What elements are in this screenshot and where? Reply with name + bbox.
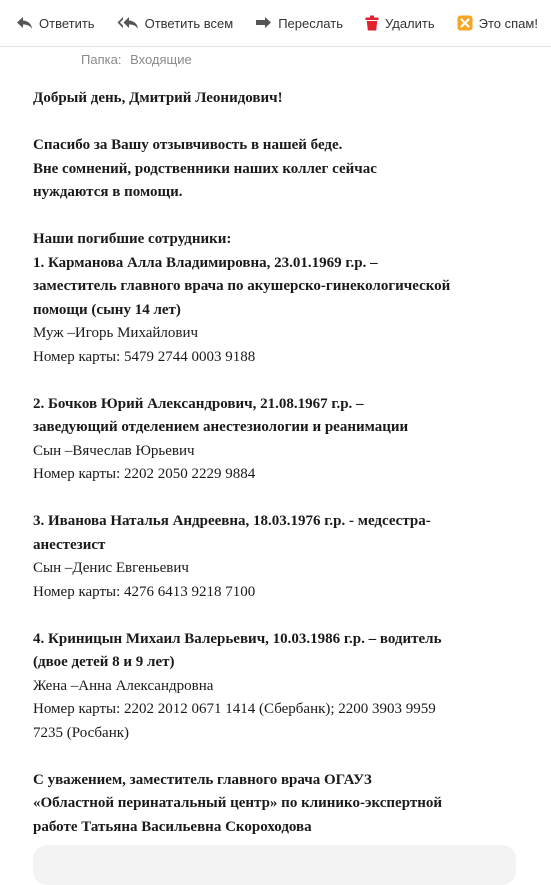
victim-1-line-2: заместитель главного врача по акушерско-гинекологической: [33, 278, 451, 294]
victim-1-relative: Муж –Игорь Михайлович: [33, 325, 199, 341]
victim-4-block: [33, 628, 533, 746]
greeting: [33, 87, 533, 111]
reply-button[interactable]: [16, 16, 95, 31]
forward-icon: [255, 16, 272, 30]
thanks-paragraph: [33, 134, 533, 205]
folder-breadcrumb: [81, 52, 192, 67]
victim-4-line-2: (двое детей 8 и 9 лет): [33, 654, 175, 670]
reply-all-icon: [117, 16, 139, 30]
spam-icon: [457, 15, 473, 31]
thanks-line-1: Спасибо за Вашу отзывчивость в нашей беде.: [33, 137, 343, 153]
quick-reply-box[interactable]: [33, 845, 516, 885]
reply-label: Ответить: [39, 15, 95, 31]
victim-4-relative: Жена –Анна Александровна: [33, 677, 214, 694]
victim-3-relative: Сын –Денис Евгеньевич: [33, 560, 189, 576]
victim-2-block: [33, 393, 533, 487]
thanks-line-2: Вне сомнений, родственники наших коллег сейчас: [33, 160, 377, 177]
victim-3-card: Номер карты: 4276 6413 9218 7100: [33, 583, 256, 600]
message-toolbar: [0, 0, 551, 47]
signature: [33, 769, 533, 840]
spam-label: Это спам!: [478, 15, 538, 31]
reply-all-button[interactable]: [117, 16, 234, 31]
forward-label: Переслать: [278, 15, 343, 31]
reply-all-label: Ответить всем: [144, 15, 234, 31]
signature-line-1: С уважением, заместитель главного врача ОГАУЗ: [33, 771, 372, 788]
victim-3-block: [33, 510, 533, 604]
victim-2-relative: Сын –Вячеслав Юрьевич: [33, 442, 195, 459]
signature-line-3: работе Татьяна Васильевна Скороходова: [33, 818, 312, 835]
victim-1-line-1: 1. Карманова Алла Владимировна, 23.01.1969 г.р. –: [33, 254, 378, 271]
victim-4-card-line-1: Номер карты: 2202 2012 0671 1414 (Сбербанк); 2200 3903 9959: [33, 701, 436, 717]
victim-2-card: Номер карты: 2202 2050 2229 9884: [33, 466, 256, 482]
victim-2-line-1: 2. Бочков Юрий Александрович, 21.08.1967 г.р. –: [33, 395, 364, 412]
victim-1-line-3: помощи (сыну 14 лет): [33, 301, 181, 318]
forward-button[interactable]: [255, 16, 343, 31]
folder-value[interactable]: Входящие: [130, 52, 192, 67]
victim-3-line-1: 3. Иванова Наталья Андреевна, 18.03.1976 г.р. - медсестра-: [33, 513, 431, 529]
delete-button[interactable]: [365, 15, 435, 31]
greeting-text: Добрый день, Дмитрий Леонидович!: [33, 90, 283, 106]
reply-icon: [16, 16, 33, 30]
victim-1-block: [33, 228, 533, 369]
delete-label: Удалить: [384, 15, 435, 31]
thanks-line-3: нуждаются в помощи.: [33, 184, 183, 200]
victim-3-line-2: анестезист: [33, 536, 106, 553]
victim-4-line-1: 4. Криницын Михаил Валерьевич, 10.03.1986 г.р. – водитель: [33, 630, 442, 647]
victim-2-line-2: заведующий отделением анестезиологии и реанимации: [33, 419, 409, 435]
message-body: [33, 87, 533, 863]
victim-1-card: Номер карты: 5479 2744 0003 9188: [33, 348, 256, 365]
spam-button[interactable]: [457, 15, 538, 31]
signature-line-2: «Областной перинатальный центр» по клинико-экспертной: [33, 795, 442, 811]
victims-heading: Наши погибшие сотрудники:: [33, 231, 232, 247]
victim-4-card-line-2: 7235 (Росбанк): [33, 724, 130, 741]
trash-icon: [365, 15, 379, 31]
folder-label: Папка:: [81, 52, 122, 67]
